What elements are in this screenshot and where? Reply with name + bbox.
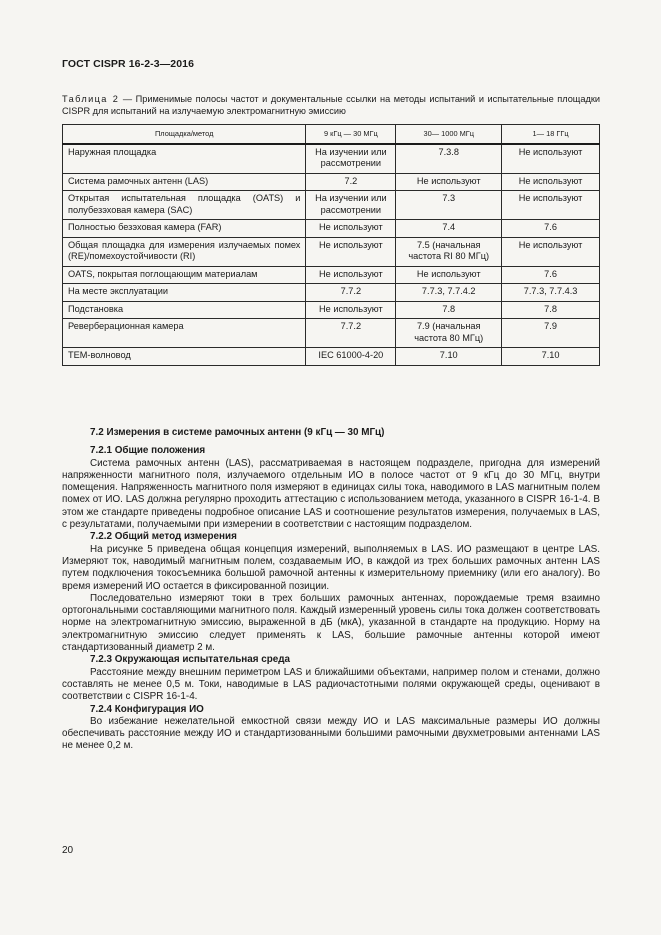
table-row bbox=[63, 301, 600, 319]
subsection-heading: 7.2.3 Окружающая испытательная среда bbox=[90, 654, 291, 666]
page-number: 20 bbox=[62, 845, 74, 856]
table-cell: 7.9 (начальная частота 80 МГц) bbox=[396, 319, 502, 348]
subsection-heading: 7.2.2 Общий метод измерения bbox=[90, 531, 237, 543]
table-cell: 7.6 bbox=[502, 266, 600, 284]
paragraph: Система рамочных антенн (LAS), рассматриваемая в настоящем подразделе, пригодна для измерений напряженности магнитного поля, излучаемого отдельным ИО в полосе частот от 9 кГц до 30 МГц, внутри помещения. Напряженность магнитного поля измеряют в единицах силы тока, наводимого в LAS магнитным полем помех от ИО. LAS должна регулярно проходить аттестацию с использованием метода, указанного в CISPR 16-1-4. В этом же стандарте приведены подробное описание LAS и соотношение результатов измерения, получаемых в LAS, с результатами, получаемыми при измерении в соответствии с настоящим подразделом. bbox=[62, 457, 600, 531]
table-cell: 7.7.3, 7.7.4.3 bbox=[502, 284, 600, 302]
table-cell: 7.10 bbox=[502, 348, 600, 366]
table-cell: 7.8 bbox=[396, 301, 502, 319]
table-cell: Не используют bbox=[502, 191, 600, 220]
section-heading: 7.2 Измерения в системе рамочных антенн (9 кГц — 30 МГц) bbox=[90, 427, 385, 438]
table-cell: Не используют bbox=[306, 220, 396, 238]
table-cell: 7.6 bbox=[502, 220, 600, 238]
table-cell: Не используют bbox=[502, 173, 600, 191]
table-row bbox=[63, 144, 600, 174]
document-header: ГОСТ CISPR 16-2-3—2016 bbox=[62, 58, 195, 70]
table-cell: 7.9 bbox=[502, 319, 600, 348]
table-row bbox=[63, 348, 600, 366]
table-cell: 7.7.2 bbox=[306, 284, 396, 302]
table-cell: На изучении или рассмотрении bbox=[306, 144, 396, 174]
table-cell: Не используют bbox=[306, 266, 396, 284]
table-cell: IEC 61000-4-20 bbox=[306, 348, 396, 366]
table-cell: На месте эксплуатации bbox=[63, 284, 306, 302]
frequency-table bbox=[62, 124, 600, 366]
table-cell: Не используют bbox=[306, 237, 396, 266]
table-caption-label: Таблица 2 bbox=[62, 94, 120, 104]
document-body bbox=[62, 427, 600, 753]
table-cell: Не используют bbox=[306, 301, 396, 319]
table-cell: 7.4 bbox=[396, 220, 502, 238]
table-row bbox=[63, 319, 600, 348]
header-cell: 30— 1000 МГц bbox=[396, 125, 502, 144]
paragraph: Во избежание нежелательной емкостной связи между ИО и LAS максимальные размеры ИО должны обеспечивать расстояние между ИО и стандартизованными большими рамочными двухметровыми антеннами LAS не менее 0,2 м. bbox=[62, 715, 600, 752]
table-row bbox=[63, 266, 600, 284]
subsection-heading: 7.2.1 Общие положения bbox=[90, 445, 206, 457]
table-cell: Система рамочных антенн (LAS) bbox=[63, 173, 306, 191]
table-cell: Не используют bbox=[502, 237, 600, 266]
header-cell: 9 кГц — 30 МГц bbox=[306, 125, 396, 144]
header-cell: 1— 18 ГГц bbox=[502, 125, 600, 144]
table-cell: 7.7.3, 7.7.4.2 bbox=[396, 284, 502, 302]
table-cell: Не используют bbox=[396, 173, 502, 191]
table-header-row bbox=[63, 125, 600, 144]
subsection-heading: 7.2.4 Конфигурация ИО bbox=[90, 703, 204, 715]
table-cell: Не используют bbox=[396, 266, 502, 284]
table-cell: 7.3.8 bbox=[396, 144, 502, 174]
table-cell: 7.5 (начальная частота RI 80 МГц) bbox=[396, 237, 502, 266]
table-cell: 7.2 bbox=[306, 173, 396, 191]
table-cell: ТЕМ-волновод bbox=[63, 348, 306, 366]
table-cell: Реверберационная камера bbox=[63, 319, 306, 348]
table-cell: Наружная площадка bbox=[63, 144, 306, 174]
table-cell: На изучении или рассмотрении bbox=[306, 191, 396, 220]
table-cell: OATS, покрытая поглощающим материалам bbox=[63, 266, 306, 284]
paragraph: На рисунке 5 приведена общая концепция измерений, выполняемых в LAS. ИО размещают в центре LAS. Измеряют ток, наводимый магнитным полем, создаваемым ИО, в каждой из трех больших рамочных антенн LAS путем подключения токосъемника большой рамочной антенны к измерительному приемнику (или его аналогу). Во время измерений ИО остается в фиксированной позиции. bbox=[62, 543, 600, 592]
table-cell: 7.10 bbox=[396, 348, 502, 366]
table-caption bbox=[62, 93, 600, 117]
table-cell: Не используют bbox=[502, 144, 600, 174]
table-cell: Общая площадка для измерения излучаемых помех (RE)/помехоустойчивости (RI) bbox=[63, 237, 306, 266]
table-cell: 7.3 bbox=[396, 191, 502, 220]
paragraph: Расстояние между внешним периметром LAS и ближайшими объектами, например полом и стенами, должно составлять не менее 0,5 м. Токи, наводимые в LAS радиочастотными полями окружающей среды, оценивают в соответствии с CISPR 16-1-4. bbox=[62, 666, 600, 703]
table-cell: Подстановка bbox=[63, 301, 306, 319]
table-row bbox=[63, 173, 600, 191]
table-cell: 7.8 bbox=[502, 301, 600, 319]
table-caption-text: — Применимые полосы частот и документальные ссылки на методы испытаний и испытательные площадки CISPR для испытаний на излучаемую электромагнитную эмиссию bbox=[62, 94, 600, 116]
table-cell: Полностью безэховая камера (FAR) bbox=[63, 220, 306, 238]
table-row bbox=[63, 237, 600, 266]
table-row bbox=[63, 284, 600, 302]
header-cell: Площадка/метод bbox=[63, 125, 306, 144]
table-row bbox=[63, 191, 600, 220]
table-row bbox=[63, 220, 600, 238]
paragraph: Последовательно измеряют токи в трех больших рамочных антеннах, порождаемые тремя взаимно ортогональными составляющими магнитного поля. Каждый измеренный уровень силы тока должен соответствовать норме на электромагнитную эмиссию, выраженной в дБ (мкА), указанной в стандарте на продукцию. Норму на электромагнитную эмиссию следует применять к LAS, большие рамочные антенны которой имеют стандартизованный диаметр 2 м. bbox=[62, 592, 600, 654]
table-cell: 7.7.2 bbox=[306, 319, 396, 348]
table-cell: Открытая испытательная площадка (OATS) и полубезэховая камера (SAC) bbox=[63, 191, 306, 220]
